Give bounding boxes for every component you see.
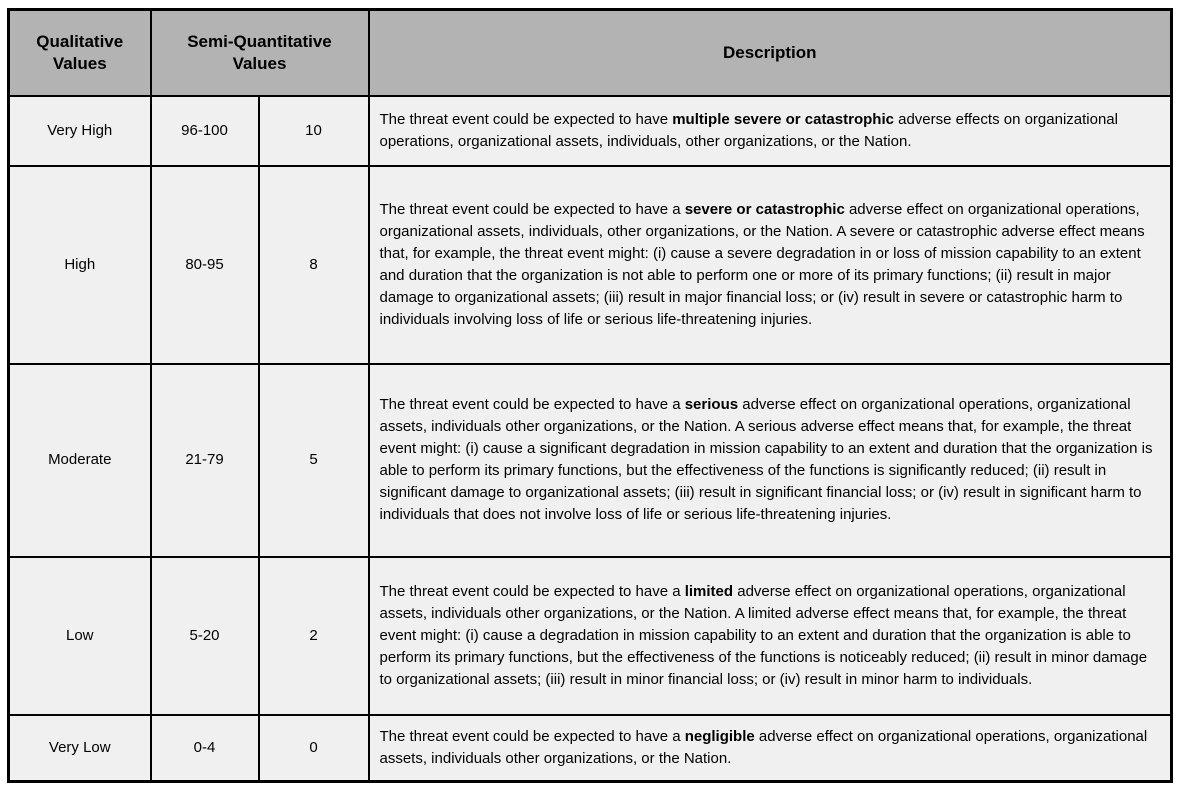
description-text: adverse effect on organizational operations, organizational assets, individuals, other organizations, or the Nation. A severe or catastrophic adverse effect means that, for example, the threat event might: (i) cause a severe degradation in or loss of mission capability to an extent and duration that the organization is not able to perform one or more of its primary functions; (ii) result in major damage to organizational assets; (iii) result in major financial loss; or (iv) result in severe or catastrophic harm to individuals involving loss of life or serious life-threatening injuries. xyxy=(379,200,1145,328)
qualitative-value-cell: High xyxy=(9,166,151,364)
description-text: The threat event could be expected to have a xyxy=(379,582,685,600)
table-row-low xyxy=(9,557,1172,715)
description-cell xyxy=(369,715,1172,782)
description-text: adverse effect on organizational operations, organizational assets, individuals other organizations, or the Nation. A serious adverse effect means that, for example, the threat event might: (i) cause a significant degradation in mission capability to an extent and duration that the organization is able to perform its primary functions, but the effectiveness of the functions is significantly reduced; (ii) result in significant damage to organizational assets; (iii) result in significant financial loss; or (iv) result in significant harm to individuals that does not involve loss of life or serious life-threatening injuries. xyxy=(379,396,1153,523)
semi-quantitative-value-cell: 2 xyxy=(259,557,369,715)
description-cell xyxy=(369,166,1172,364)
description-text: The threat event could be expected to have a xyxy=(379,396,685,413)
table-row-high xyxy=(9,166,1172,364)
description-text: adverse effects on organizational operations, organizational assets, individuals, other organizations, or the Nation. xyxy=(379,110,1118,150)
qualitative-value-cell: Very Low xyxy=(9,715,151,782)
description-cell xyxy=(369,557,1172,715)
header-semi-quantitative-values-label: Semi-Quantitative Values xyxy=(187,31,332,73)
table-header xyxy=(9,10,1172,96)
table-body xyxy=(9,96,1172,782)
header-semi-quantitative-values xyxy=(151,10,369,96)
description-text: adverse effect on organizational operations, organizational assets, individuals other organizations, or the Nation. xyxy=(379,727,1148,767)
description-text: The threat event could be expected to have xyxy=(379,110,673,128)
impact-assessment-scale-table xyxy=(7,8,1173,783)
description-cell xyxy=(369,96,1172,166)
header-qualitative-values-label: Qualitative Values xyxy=(36,31,124,73)
semi-quantitative-range-cell: 5-20 xyxy=(151,557,259,715)
semi-quantitative-range-cell: 0-4 xyxy=(151,715,259,782)
table-row-moderate xyxy=(9,364,1172,557)
qualitative-value-cell: Moderate xyxy=(9,364,151,557)
qualitative-value-cell: Low xyxy=(9,557,151,715)
description-emphasis: negligible xyxy=(684,727,755,745)
description-emphasis: limited xyxy=(684,582,734,600)
semi-quantitative-value-cell: 5 xyxy=(259,364,369,557)
header-row xyxy=(9,10,1172,96)
semi-quantitative-value-cell: 8 xyxy=(259,166,369,364)
semi-quantitative-range-cell: 96-100 xyxy=(151,96,259,166)
header-description xyxy=(369,10,1172,96)
description-text: The threat event could be expected to have a xyxy=(379,200,685,218)
description-cell xyxy=(369,364,1172,557)
qualitative-value-cell: Very High xyxy=(9,96,151,166)
table-row-very-high xyxy=(9,96,1172,166)
description-text: adverse effect on organizational operations, organizational assets, individuals other organizations, or the Nation. A limited adverse effect means that, for example, the threat event might: (i) cause a degradation in mission capability to an extent and duration that the organization is able to perform its primary functions, but the effectiveness of the functions is noticeably reduced; (ii) result in minor damage to organizational assets; (iii) result in minor financial loss; or (iv) result in minor harm to individuals. xyxy=(379,582,1148,688)
table-row-very-low xyxy=(9,715,1172,782)
semi-quantitative-range-cell: 21-79 xyxy=(151,364,259,557)
header-qualitative-values xyxy=(9,10,151,96)
semi-quantitative-value-cell: 10 xyxy=(259,96,369,166)
description-emphasis: serious xyxy=(684,396,739,413)
semi-quantitative-range-cell: 80-95 xyxy=(151,166,259,364)
semi-quantitative-value-cell: 0 xyxy=(259,715,369,782)
description-emphasis: severe or catastrophic xyxy=(684,200,845,218)
header-description-label: Description xyxy=(722,42,817,62)
description-text: The threat event could be expected to have a xyxy=(379,727,685,745)
description-emphasis: multiple severe or catastrophic xyxy=(672,110,894,128)
